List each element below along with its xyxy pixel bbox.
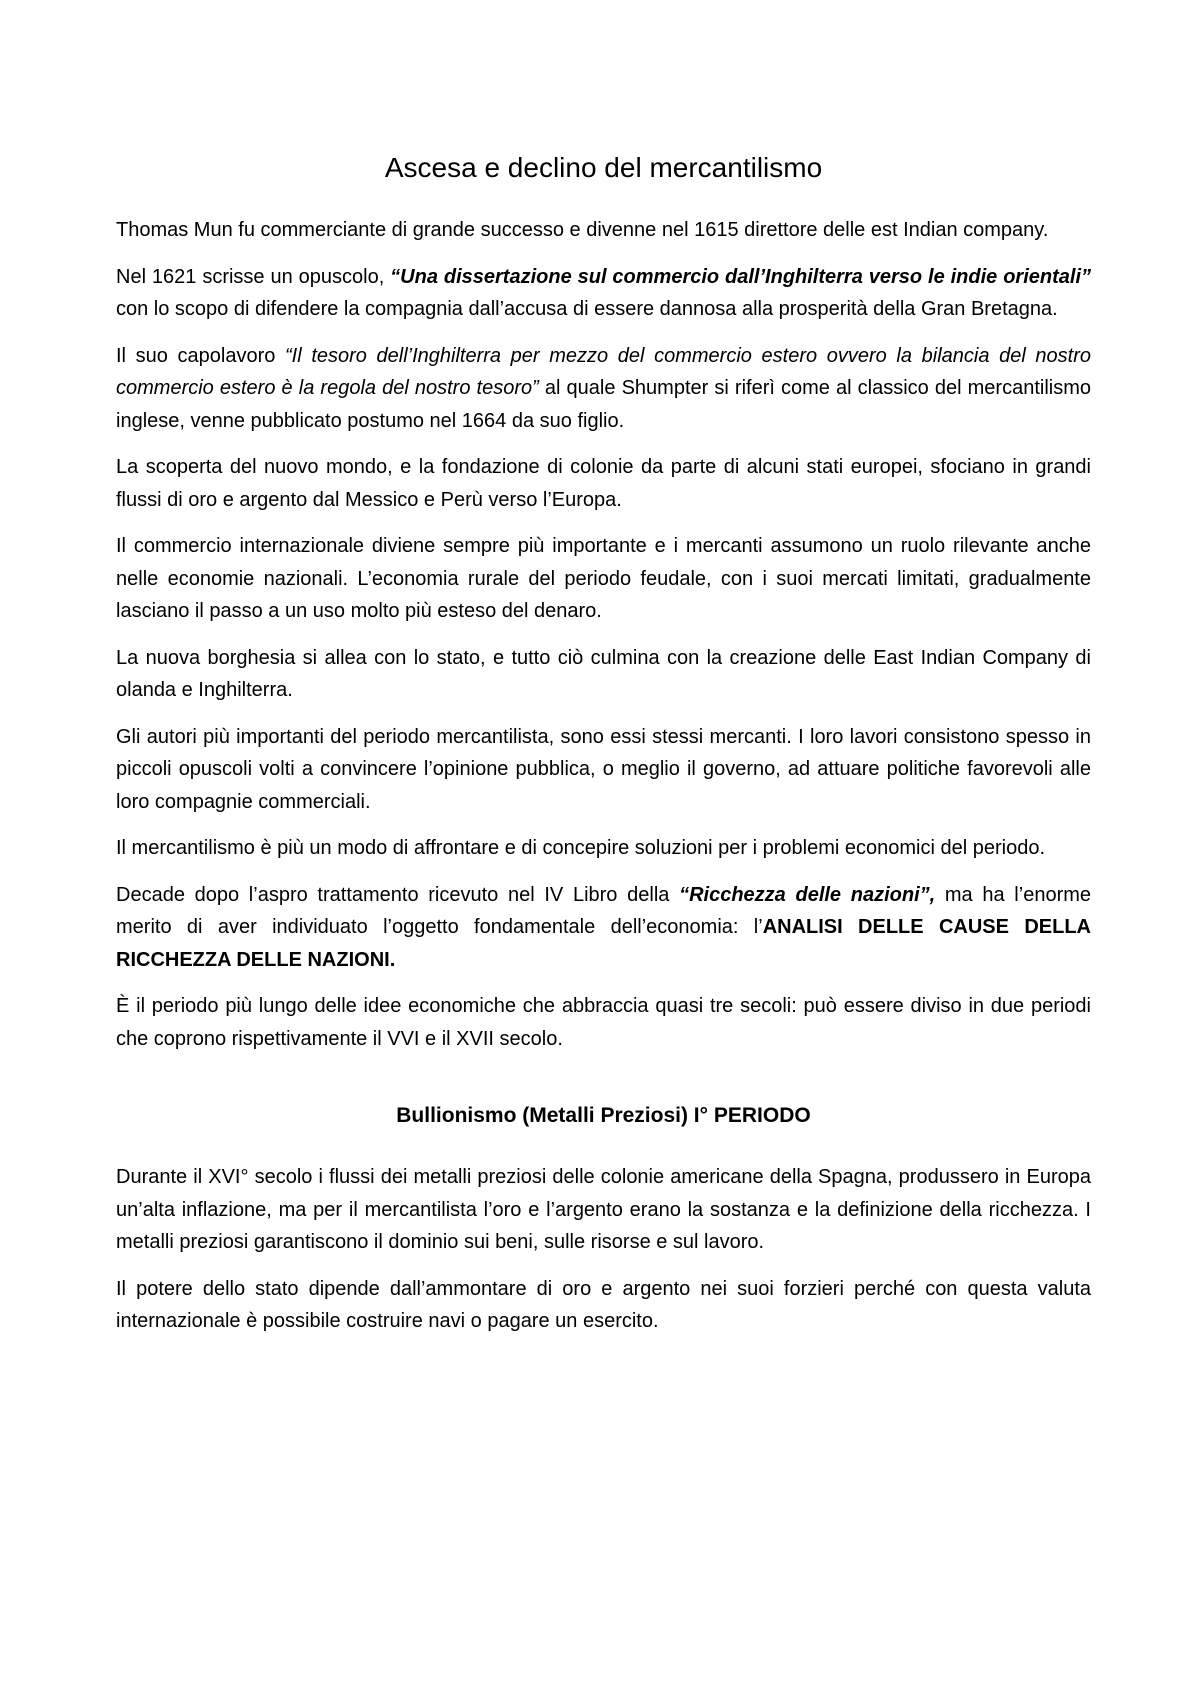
paragraph-xvi-secolo: Durante il XVI° secolo i flussi dei metalli preziosi delle colonie americane della Spagna, produssero in Europa un’alta inflazione, ma per il mercantilista l’oro e l’argento erano la sostanza e la definizione della ricchezza. I metalli preziosi garantiscono il dominio sui beni, sulle risorse e sul lavoro. bbox=[116, 1166, 1091, 1253]
paragraph-opuscolo bbox=[116, 261, 1091, 326]
analisi-emphasis: ANALISI DELLE CAUSE DELLA RICCHEZZA DELLE NAZIONI. bbox=[116, 916, 1091, 971]
paragraph-opuscolo-rest: con lo scopo di difendere la compagnia dall’accusa di essere dannosa alla prosperità della Gran Bretagna. bbox=[116, 298, 1058, 320]
paragraph-capolavoro bbox=[116, 340, 1091, 438]
paragraph-decade-middle: ma ha l’enorme merito di aver individuato l’oggetto fondamentale dell’economia: l’ bbox=[116, 883, 1092, 938]
paragraph-periodo: È il periodo più lungo delle idee economiche che abbraccia quasi tre secoli: può essere diviso in due periodi che coprono rispettivamente il VVI e il XVII secolo. bbox=[116, 995, 1091, 1050]
section-heading-bullionismo: Bullionismo (Metalli Preziosi) I° PERIODO bbox=[396, 1104, 811, 1127]
paragraph-capolavoro-rest: al quale Shumpter si riferì come al classico del mercantilismo inglese, venne pubblicato postumo nel 1664 da suo figlio. bbox=[116, 377, 1091, 432]
paragraph-commercio-internazionale: Il commercio internazionale diviene sempre più importante e i mercanti assumono un ruolo rilevante anche nelle economie nazionali. L’economia rurale del periodo feudale, con i suoi mercati limitati, gradualmente lasciano il passo a un uso molto più esteso del denaro. bbox=[116, 535, 1091, 622]
paragraph-nuovo-mondo: La scoperta del nuovo mondo, e la fondazione di colonie da parte di alcuni stati europei, sfociano in grandi flussi di oro e argento dal Messico e Perù verso l’Europa. bbox=[116, 456, 1091, 511]
paragraph-opuscolo-intro: Nel 1621 scrisse un opuscolo, bbox=[116, 265, 391, 288]
document-title: Ascesa e declino del mercantilismo bbox=[384, 152, 823, 183]
paragraph-potere-stato: Il potere dello stato dipende dall’ammontare di oro e argento nei suoi forzieri perché con questa valuta internazionale è possibile costruire navi o pagare un esercito. bbox=[116, 1277, 1091, 1332]
paragraph-decade-intro: Decade dopo l’aspro trattamento ricevuto nel IV Libro della bbox=[116, 883, 680, 906]
paragraph-mercantilismo: Il mercantilismo è più un modo di affrontare e di concepire soluzioni per i problemi economici del periodo. bbox=[116, 837, 1046, 859]
paragraph-thomas-mun: Thomas Mun fu commerciante di grande successo e divenne nel 1615 direttore delle est Indian company. bbox=[116, 219, 1049, 241]
opuscolo-title: “Una dissertazione sul commercio dall’Inghilterra verso le indie orientali” bbox=[390, 265, 1092, 288]
document-page bbox=[116, 148, 1091, 1352]
ricchezza-delle-nazioni-title: “Ricchezza delle nazioni”, bbox=[679, 883, 936, 906]
paragraph-capolavoro-intro: Il suo capolavoro bbox=[116, 344, 286, 367]
capolavoro-title: “Il tesoro dell’Inghilterra per mezzo del commercio estero ovvero la bilancia del nostro commercio estero è la regola del nostro tesoro” bbox=[116, 344, 1092, 399]
paragraph-borghesia: La nuova borghesia si allea con lo stato, e tutto ciò culmina con la creazione delle East Indian Company di olanda e Inghilterra. bbox=[116, 646, 1091, 701]
paragraph-decade bbox=[116, 879, 1091, 977]
paragraph-autori: Gli autori più importanti del periodo mercantilista, sono essi stessi mercanti. I loro lavori consistono spesso in piccoli opuscoli volti a convincere l’opinione pubblica, o meglio il governo, ad attuare politiche favorevoli alle loro compagnie commerciali. bbox=[116, 725, 1091, 813]
